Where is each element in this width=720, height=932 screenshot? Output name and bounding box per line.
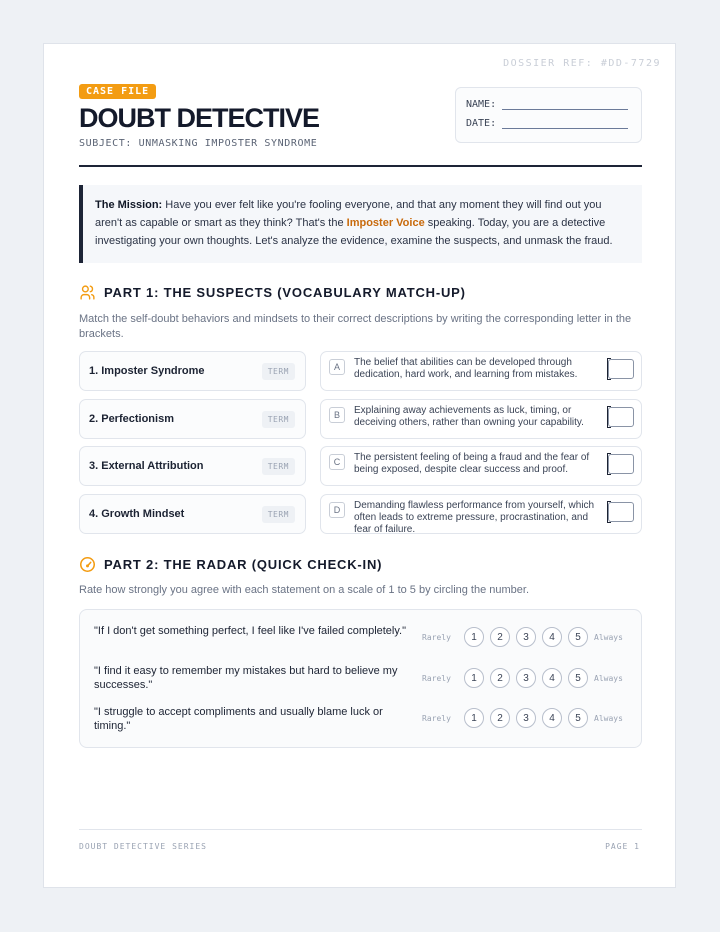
page-title: DOUBT DETECTIVE bbox=[79, 103, 320, 133]
definition-text: Explaining away achievements as luck, timing, or deceiving others, rather than owning your capability. bbox=[354, 405, 584, 428]
definition-card bbox=[320, 351, 642, 391]
definition-text: Demanding flawless performance from yourself, which often leads to extreme pressure, procrastination, and fear of failure. bbox=[354, 500, 595, 534]
term-card bbox=[79, 446, 306, 486]
definition-card bbox=[320, 446, 642, 486]
statement-text: "I find it easy to remember my mistakes but hard to believe my successes." bbox=[94, 665, 398, 691]
rating-circle[interactable]: 1 bbox=[464, 627, 484, 647]
definition-letter: B bbox=[329, 407, 345, 423]
term-tag: TERM bbox=[262, 506, 295, 523]
term-card bbox=[79, 351, 306, 391]
rating-circle[interactable]: 3 bbox=[516, 708, 536, 728]
footer-series: DOUBT DETECTIVE SERIES bbox=[79, 842, 207, 851]
rating-circle[interactable]: 2 bbox=[490, 708, 510, 728]
worksheet-page bbox=[43, 43, 676, 888]
statement-text: "If I don't get something perfect, I feel like I've failed completely." bbox=[94, 625, 407, 637]
scale-high-label: Always bbox=[594, 673, 623, 683]
gauge-icon bbox=[79, 556, 96, 573]
mission-text-before: Have you ever felt like you're fooling everyone, and that any moment they will find out you aren't as capable or smart as they think? That's the bbox=[95, 199, 602, 229]
rating-circle[interactable]: 3 bbox=[516, 627, 536, 647]
answer-bracket[interactable] bbox=[608, 502, 634, 522]
page-subtitle: SUBJECT: UNMASKING IMPOSTER SYNDROME bbox=[79, 138, 318, 149]
answer-bracket[interactable] bbox=[608, 407, 634, 427]
scale-high-label: Always bbox=[594, 713, 623, 723]
scale-low-label: Rarely bbox=[422, 673, 451, 683]
rating-circle[interactable]: 1 bbox=[464, 668, 484, 688]
term-name: 3. External Attribution bbox=[89, 460, 204, 472]
rating-scale bbox=[422, 627, 623, 647]
date-field[interactable] bbox=[502, 119, 628, 129]
answer-bracket[interactable] bbox=[608, 454, 634, 474]
definition-card bbox=[320, 399, 642, 439]
part1-heading bbox=[79, 284, 466, 301]
definition-letter: D bbox=[329, 502, 345, 518]
radar-box bbox=[79, 609, 642, 748]
mission-highlight: Imposter Voice bbox=[346, 217, 425, 229]
term-card bbox=[79, 494, 306, 534]
mission-box bbox=[79, 185, 642, 263]
part2-heading bbox=[79, 556, 382, 573]
header-divider bbox=[79, 165, 642, 167]
part1-description: Match the self-doubt behaviors and mindsets to their correct descriptions by writing the corresponding letter in the brackets. bbox=[79, 313, 632, 340]
date-row bbox=[466, 118, 628, 129]
term-name: 2. Perfectionism bbox=[89, 413, 174, 425]
rating-circle[interactable]: 4 bbox=[542, 708, 562, 728]
case-file-badge: CASE FILE bbox=[79, 84, 156, 99]
answer-bracket[interactable] bbox=[608, 359, 634, 379]
part1-title: PART 1: THE SUSPECTS (VOCABULARY MATCH-UP) bbox=[104, 285, 466, 300]
part2-title: PART 2: THE RADAR (QUICK CHECK-IN) bbox=[104, 557, 383, 572]
scale-low-label: Rarely bbox=[422, 632, 451, 642]
mission-label: The Mission: bbox=[95, 199, 163, 211]
name-date-box bbox=[455, 87, 642, 143]
scale-low-label: Rarely bbox=[422, 713, 451, 723]
part2-description: Rate how strongly you agree with each statement on a scale of 1 to 5 by circling the number. bbox=[79, 584, 530, 596]
rating-circle[interactable]: 5 bbox=[568, 668, 588, 688]
rating-circle[interactable]: 1 bbox=[464, 708, 484, 728]
rating-circle[interactable]: 3 bbox=[516, 668, 536, 688]
name-row bbox=[466, 99, 628, 110]
term-tag: TERM bbox=[262, 363, 295, 380]
dossier-ref: DOSSIER REF: #DD-7729 bbox=[503, 58, 661, 69]
definition-text: The belief that abilities can be developed through dedication, hard work, and learning from mistakes. bbox=[354, 357, 578, 380]
rating-circle[interactable]: 5 bbox=[568, 627, 588, 647]
rating-circle[interactable]: 2 bbox=[490, 627, 510, 647]
rating-circle[interactable]: 5 bbox=[568, 708, 588, 728]
definition-letter: C bbox=[329, 454, 345, 470]
rating-circle[interactable]: 4 bbox=[542, 668, 562, 688]
rating-circle[interactable]: 4 bbox=[542, 627, 562, 647]
scale-high-label: Always bbox=[594, 632, 623, 642]
name-label: NAME: bbox=[466, 99, 497, 110]
users-icon bbox=[79, 284, 96, 301]
term-name: 1. Imposter Syndrome bbox=[89, 365, 205, 377]
statement-text: "I struggle to accept compliments and usually blame luck or timing." bbox=[94, 706, 383, 732]
mission-text-after: speaking. Today, you are a detective investigating your own thoughts. Let's analyze the evidence, examine the suspects, and unmask the fraud. bbox=[95, 217, 613, 247]
footer-page-number: PAGE 1 bbox=[605, 842, 640, 851]
footer-divider bbox=[79, 829, 642, 830]
rating-circle[interactable]: 2 bbox=[490, 668, 510, 688]
term-name: 4. Growth Mindset bbox=[89, 508, 185, 520]
definition-card bbox=[320, 494, 642, 534]
rating-scale bbox=[422, 708, 623, 728]
rating-scale bbox=[422, 668, 623, 688]
term-card bbox=[79, 399, 306, 439]
definition-text: The persistent feeling of being a fraud and the fear of being exposed, despite clear success and proof. bbox=[354, 452, 590, 475]
name-field[interactable] bbox=[502, 100, 628, 110]
term-tag: TERM bbox=[262, 458, 295, 475]
date-label: DATE: bbox=[466, 118, 497, 129]
definition-letter: A bbox=[329, 359, 345, 375]
term-tag: TERM bbox=[262, 411, 295, 428]
